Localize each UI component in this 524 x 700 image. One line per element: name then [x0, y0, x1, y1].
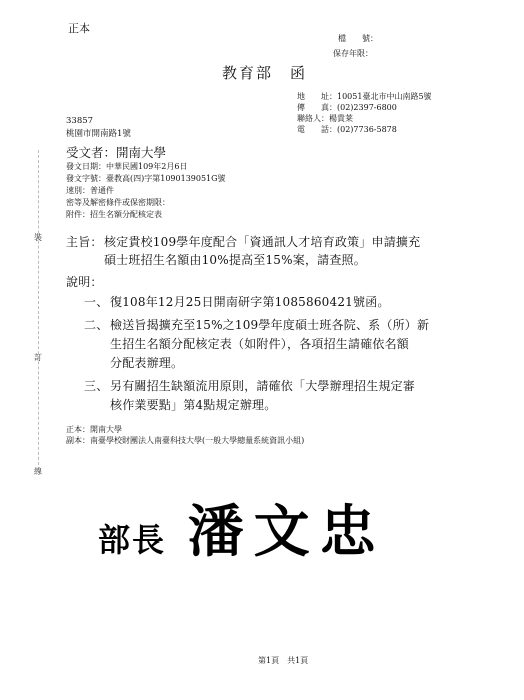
document-number: 發文字號：臺教高(四)字第1090139051G號	[66, 174, 226, 183]
sender-contact: 聯絡人：楊貴莱	[297, 114, 353, 123]
binding-mark-zhuang: 裝	[34, 233, 42, 242]
explanation-1-line-1: 復108年12月25日開南研字第1085860421號函。	[110, 295, 390, 309]
secrecy-level: 密等及解密條件或保密期限：	[66, 198, 170, 207]
file-number-label: 檔 號：	[338, 34, 378, 43]
explanation-2-num: 二、	[84, 318, 109, 332]
subject-line-1: 核定貴校109學年度配合「資通訊人才培育政策」申請擴充	[104, 235, 421, 249]
explanation-3-line-1: 另有關招生缺額流用原則，請確依「大學辦理招生規定審	[110, 379, 416, 393]
retention-label: 保存年限：	[333, 49, 373, 58]
minister-signature	[98, 488, 386, 568]
original-recipient: 正本：開南大學	[66, 425, 122, 434]
copy-recipients: 副本：南臺學校財團法人南臺科技大學(一般大學總量系統資訊小組)	[66, 436, 305, 445]
explanation-2-line-1: 檢送旨揭擴充至15%之109學年度碩士班各院、系（所）新	[110, 318, 430, 332]
explanation-2-line-2: 生招生名額分配核定表（如附件），各項招生請確依名額	[110, 337, 410, 351]
delivery-speed: 速別：普通件	[66, 186, 114, 195]
recipient-postcode: 33857	[66, 116, 94, 126]
sender-phone: 電 話：(02)7736-5878	[297, 125, 397, 134]
binding-line	[38, 150, 39, 470]
explanation-2-line-3: 分配表辦理。	[110, 356, 184, 370]
binding-mark-xian: 線	[34, 467, 42, 476]
sender-fax: 傳 真：(02)2397-6800	[297, 103, 397, 112]
explanation-3-num: 三、	[84, 379, 109, 393]
recipient: 受文者：開南大學	[66, 145, 167, 160]
document-title: 教育部 函	[222, 64, 308, 82]
copy-mark: 正本	[68, 22, 90, 35]
issue-date: 發文日期：中華民國109年2月6日	[66, 162, 188, 171]
explanation-3-line-2: 核作業要點」第4點規定辦理。	[110, 398, 277, 412]
subject-label: 主旨：	[66, 235, 103, 249]
binding-mark-ding: 訂	[34, 353, 42, 362]
subject-line-2: 碩士班招生名額由10%提高至15%案，請查照。	[104, 253, 366, 267]
attachment: 附件：招生名額分配核定表	[66, 210, 162, 219]
recipient-street: 桃園市開南路1號	[66, 129, 131, 139]
page-footer: 第1頁 共1頁	[258, 656, 309, 665]
signature-title: 部長	[98, 521, 167, 559]
explanation-label: 說明：	[66, 275, 103, 289]
explanation-1-num: 一、	[84, 295, 109, 309]
signature-name: 潘文忠	[187, 499, 386, 565]
sender-address: 地 址：10051臺北市中山南路5號	[297, 92, 432, 101]
